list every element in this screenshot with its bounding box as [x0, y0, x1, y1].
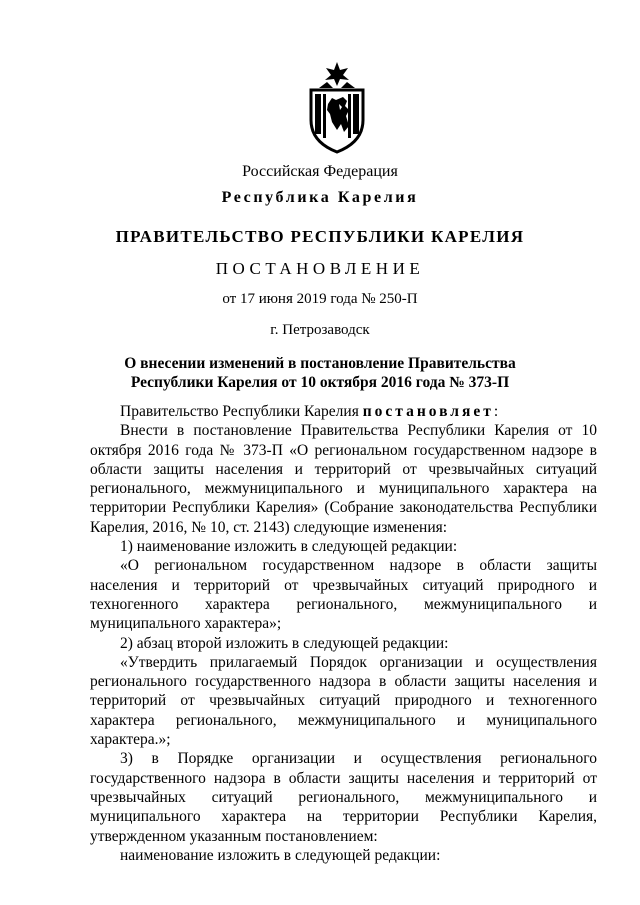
city: г. Петрозаводск	[270, 322, 370, 338]
intro-end: :	[493, 403, 499, 420]
document-title	[0, 354, 640, 392]
government-name: ПРАВИТЕЛЬСТВО РЕСПУБЛИКИ КАРЕЛИЯ	[115, 227, 525, 246]
coat-of-arms-karelia-icon	[297, 60, 377, 154]
document-body	[90, 402, 597, 865]
intro-keyword: постановляет	[362, 403, 494, 420]
republic-name: Республика Карелия	[221, 189, 419, 206]
title-line-1: О внесении изменений в постановление Правительства	[124, 355, 516, 372]
country-name: Российская Федерация	[242, 163, 398, 180]
intro-text: Правительство Республики Карелия	[120, 403, 359, 420]
paragraph: 2) абзац второй изложить в следующей редакции:	[120, 634, 449, 652]
paragraph: «Утвердить прилагаемый Порядок организации и осуществления регионального государственного надзора в области защиты населения и территорий от чрезвычайных ситуаций природного и техногенного характера регионального, межмуниципального и муниципального характера.»;	[90, 653, 597, 749]
paragraph: 3) в Порядке организации и осуществления регионального государственного надзора в области защиты населения и территорий от чрезвычайных ситуаций регионального, межмуниципального и муниципального характера на территории Республики Карелия, утвержденном указанным постановлением:	[90, 750, 597, 845]
paragraph: «О региональном государственном надзоре в области защиты населения и территорий от чрезвычайных ситуаций природного и техногенного характера регионального, межмуниципального и муниципального характера»;	[90, 557, 597, 633]
date-line: от 17 июня 2019 года № 250-П	[222, 291, 418, 307]
paragraph: Внести в постановление Правительства Республики Карелия от 10 октября 2016 года № 373-П «О региональном государственном надзоре в области защиты населения и территорий от чрезвычайных ситуаций регионального, межмуниципального и муниципального характера на территории Республики Карелия» (Собрание законодательства Республики Карелия, 2016, № 10, ст. 2143) следующие изменения:	[90, 422, 597, 536]
paragraph: наименование изложить в следующей редакции:	[120, 846, 441, 864]
intro-paragraph	[90, 402, 597, 421]
title-line-2: Республики Карелия от 10 октября 2016 года № 373-П	[130, 374, 510, 391]
paragraph: 1) наименование изложить в следующей редакции:	[120, 538, 458, 556]
document-type: ПОСТАНОВЛЕНИЕ	[215, 259, 425, 278]
